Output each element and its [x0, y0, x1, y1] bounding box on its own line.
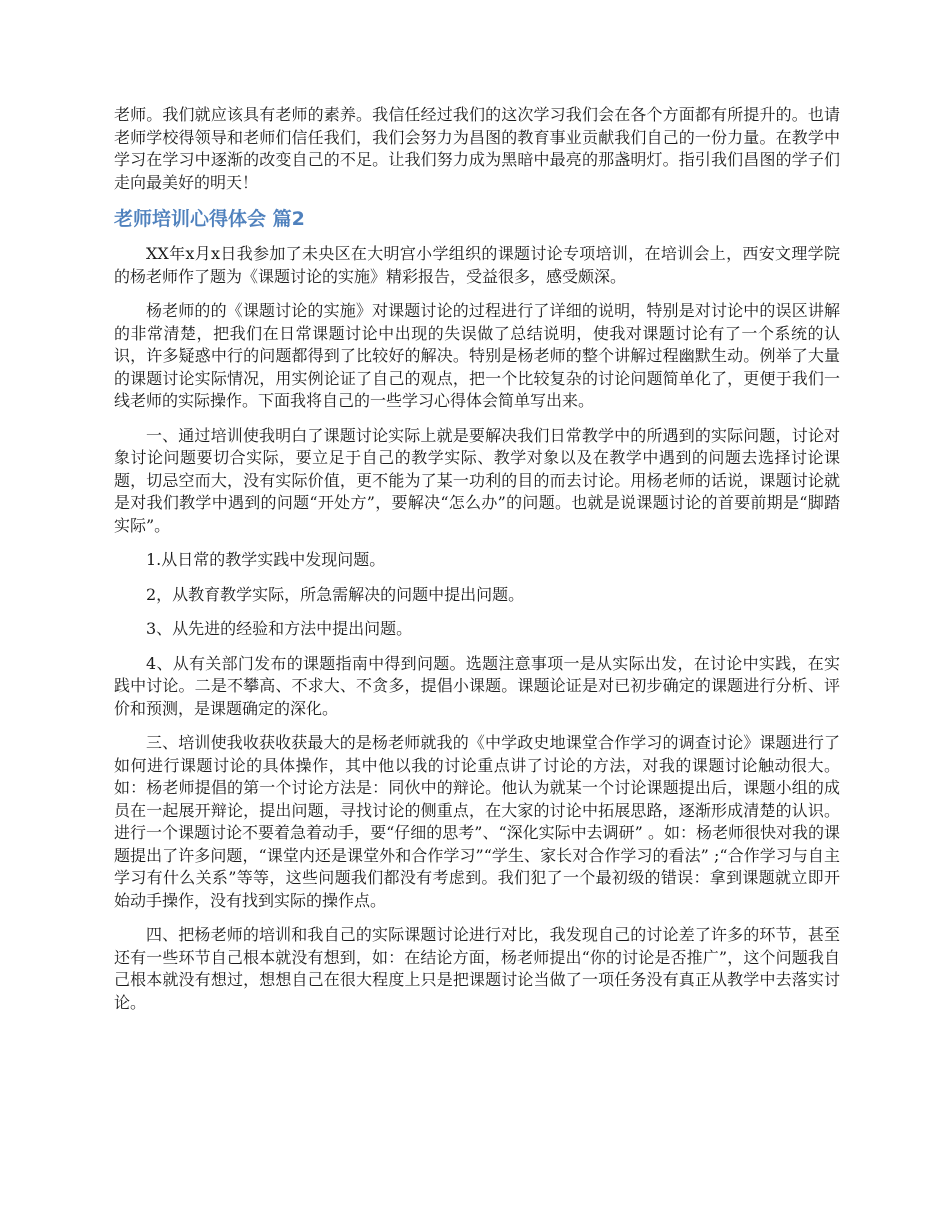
list-item-1: 1.从日常的教学实践中发现问题。 — [146, 550, 386, 569]
list-item-4: 4、从有关部门发布的课题指南中得到问题。选题注意事项一是从实际出发，在讨论中实践，在实践中讨论。二是不攀高、不求大、不贪多，提倡小课题。课题论证是对已初步确定的课题进行分析、评价和预测，是课题确定的深化。 — [114, 653, 840, 718]
document-page — [114, 104, 840, 1026]
paragraph-2: 杨老师的的《课题讨论的实施》对课题讨论的过程进行了详细的说明，特别是对讨论中的误区讲解的非常清楚，把我们在日常课题讨论中出现的失误做了总结说明，使我对课题讨论有了一个系统的认识，许多疑惑中行的问题都得到了比较好的解决。特别是杨老师的整个讲解过程幽默生动。例举了大量的课题讨论实际情况，用实例论证了自己的观点，把一个比较复杂的讨论问题简单化了，更便于我们一线老师的实际操作。下面我将自己的一些学习心得体会简单写出来。 — [114, 301, 840, 410]
intro-paragraph: 老师。我们就应该具有老师的素养。我信任经过我们的这次学习我们会在各个方面都有所提升的。也请老师学校得领导和老师们信任我们，我们会努力为昌图的教育事业贡献我们自己的一份力量。在教学中学习在学习中逐渐的改变自己的不足。让我们努力成为黑暗中最亮的那盏明灯。指引我们昌图的学子们走向最美好的明天！ — [114, 105, 840, 192]
section-heading: 老师培训心得体会 篇2 — [114, 208, 305, 230]
list-item-3: 3、从先进的经验和方法中提出问题。 — [146, 619, 413, 638]
paragraph-3: 一、通过培训使我明白了课题讨论实际上就是要解决我们日常教学中的所遇到的实际问题，讨论对象讨论问题要切合实际，要立足于自己的教学实际、教学对象以及在教学中遇到的问题去选择讨论课题，切忌空而大，没有实际价值，更不能为了某一功利的目的而去讨论。用杨老师的话说，课题讨论就是对我们教学中遇到的问题“开处方”，要解决“怎么办”的问题。也就是说课题讨论的首要前期是“脚踏实际”。 — [114, 425, 840, 535]
paragraph-section-4: 四、把杨老师的培训和我自己的实际课题讨论进行对比，我发现自己的讨论差了许多的环节，甚至还有一些环节自己根本就没有想到，如：在结论方面，杨老师提出“你的讨论是否推广”，这个问题我自己根本就没有想过，想想自己在很大程度上只是把课题讨论当做了一项任务没有真正从教学中去落实讨论。 — [114, 925, 840, 1012]
list-item-2: 2，从教育教学实际，所急需解决的问题中提出问题。 — [146, 584, 525, 604]
paragraph-section-3: 三、培训使我收获收获最大的是杨老师就我的《中学政史地课堂合作学习的调查讨论》课题进行了如何进行课题讨论的具体操作，其中他以我的讨论重点讲了讨论的方法，对我的课题讨论触动很大。如：杨老师提倡的第一个讨论方法是：同伙中的辩论。他认为就某一个讨论课题提出后，课题小组的成员在一起展开辩论，提出问题，寻找讨论的侧重点，在大家的讨论中拓展思路，逐渐形成清楚的认识。进行一个课题讨论不要着急着动手，要“仔细的思考”、“深化实际中去调研” 。如：杨老师很快对我的课题提出了许多问题，“课堂内还是课堂外和合作学习”“学生、家长对合作学习的看法” ;“合作学习与自主学习有什么关系”等等，这些问题我们都没有考虑到。我们犯了一个最初级的错误：拿到课题就立即开始动手操作，没有找到实际的操作点。 — [114, 733, 840, 910]
paragraph-1: XX年x月x日我参加了未央区在大明宫小学组织的课题讨论专项培训，在培训会上，西安文理学院的杨老师作了题为《课题讨论的实施》精彩报告，受益很多，感受颇深。 — [114, 244, 840, 286]
